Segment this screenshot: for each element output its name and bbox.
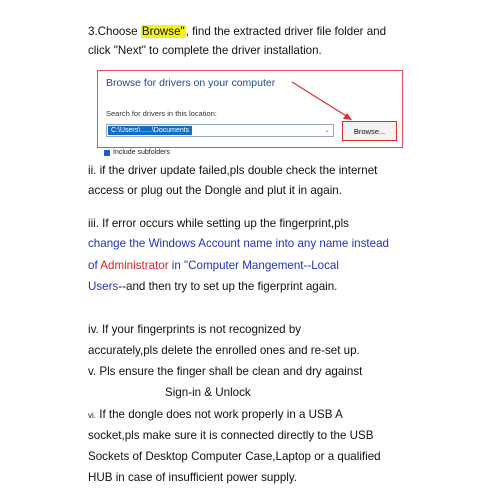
step-ii-line1: ii. if the driver update failed,pls double check the internet xyxy=(88,164,378,177)
browse-button[interactable]: Browse... xyxy=(342,121,397,141)
step-vi-line3: Sockets of Desktop Computer Case,Laptop or a qualified xyxy=(88,450,381,463)
include-subfolders[interactable] xyxy=(104,149,170,156)
step3-prefix: 3.Choose xyxy=(88,25,141,38)
computer-management-text: in "Computer Mangement--Local xyxy=(168,259,339,272)
include-subfolders-label: Include subfolders xyxy=(113,149,170,156)
step-vi-line4: HUB in case of insufficient power supply. xyxy=(88,471,298,484)
browse-drivers-dialog xyxy=(97,70,403,148)
step-iii-of: of xyxy=(88,259,101,272)
browse-highlight: Browse" xyxy=(141,25,185,38)
search-location-label: Search for drivers in this location: xyxy=(106,109,217,118)
step-iv-line1: iv. If your fingerprints is not recognized by xyxy=(88,323,302,336)
step-v-line1: v. Pls ensure the finger shall be clean and dry against xyxy=(88,365,363,378)
step-iii-line2: change the Windows Account name into any name instead xyxy=(88,237,389,250)
step-iii-rest: --and then try to set up the figerprint again. xyxy=(118,280,338,293)
dialog-title: Browse for drivers on your computer xyxy=(106,77,276,89)
step3-line1 xyxy=(88,24,386,40)
step-vi-marker: vi. xyxy=(88,411,96,420)
users-text: Users xyxy=(88,280,119,293)
path-input[interactable] xyxy=(106,124,334,137)
chevron-down-icon[interactable]: ⌄ xyxy=(324,127,330,134)
step-v-line2: Sign-in & Unlock xyxy=(165,386,251,399)
step-ii-line2: access or plug out the Dongle and plut it in again. xyxy=(88,184,342,197)
step-iii-line4 xyxy=(88,279,337,295)
step3-line2: click "Next" to complete the driver installation. xyxy=(88,44,322,57)
path-value: C:\Users\......\Documents xyxy=(108,126,192,135)
step-iii-line3 xyxy=(88,258,339,274)
step3-suffix: , find the extracted driver file folder and xyxy=(185,25,387,38)
step-vi-line1 xyxy=(88,407,343,424)
checkbox-checked-icon[interactable] xyxy=(104,150,110,156)
step-vi-text: If the dongle does not work properly in a USB A xyxy=(96,408,343,421)
step-iv-line2: accurately,pls delete the enrolled ones and re-set up. xyxy=(88,344,360,357)
administrator-text: Administrator xyxy=(100,259,169,272)
step-iii-line1: iii. If error occurs while setting up the fingerprint,pls xyxy=(88,217,349,230)
step-vi-line2: socket,pls make sure it is connected directly to the USB xyxy=(88,429,374,442)
